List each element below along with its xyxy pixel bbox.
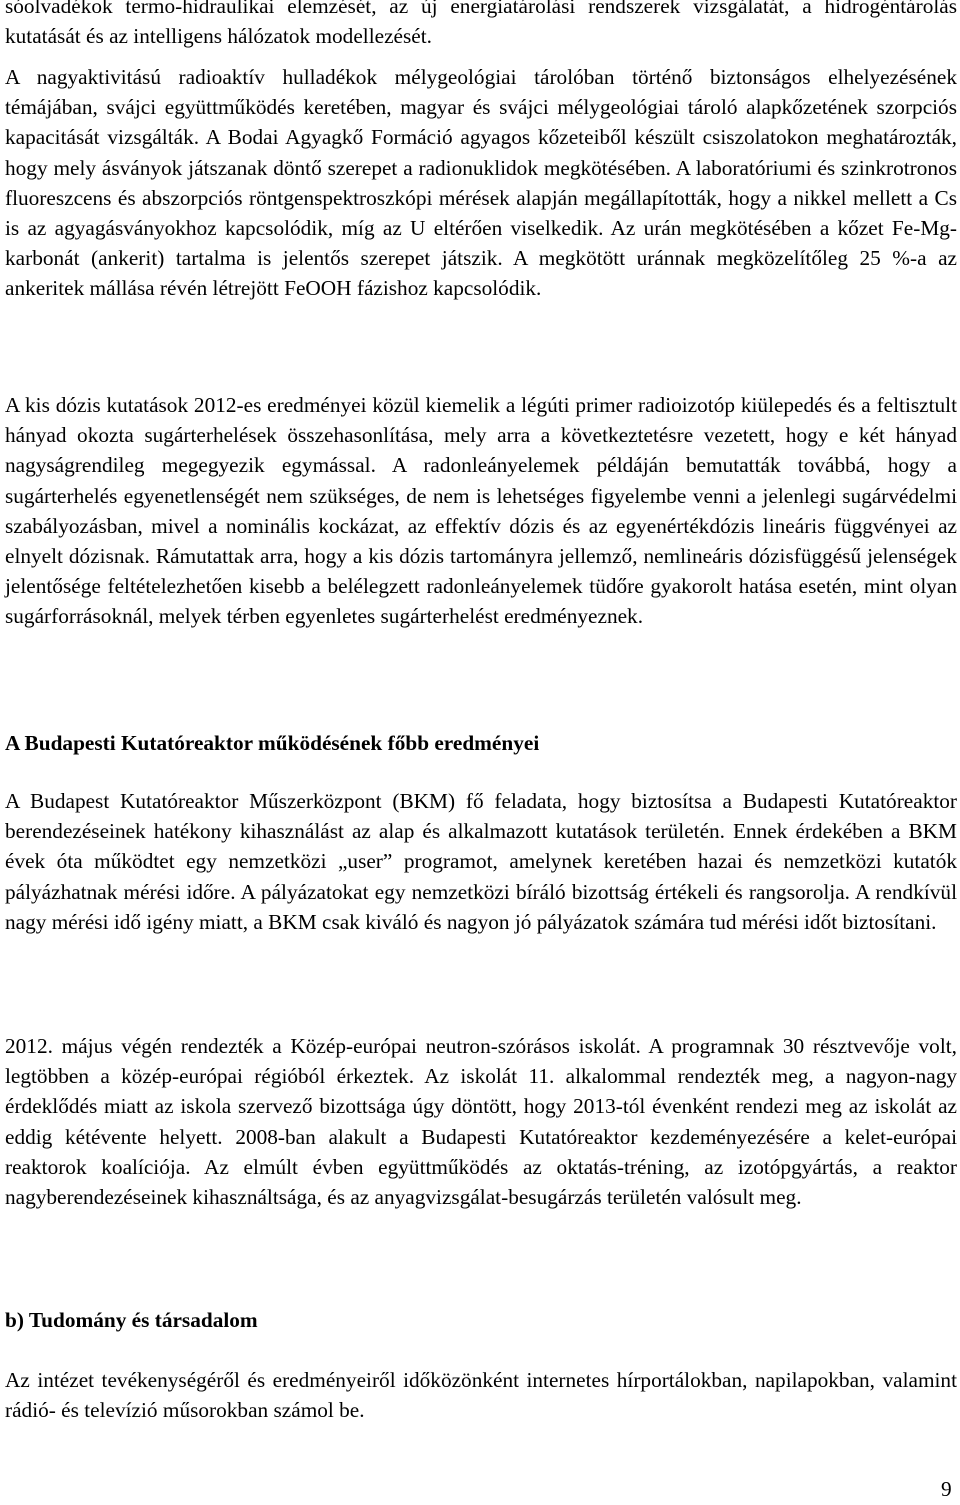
paragraph-low-dose-research: A kis dózis kutatások 2012-es eredményei közül kiemelik a légúti primer radioizotóp kiülepedés és a feltisztult hányad okozta sugárterhelések összehasonlítása, mely arra a következtetésre vezetett, hogy e két hányad nagyságrendileg megegyezik egymással. A radonleányelemek példáján bemutatták továbbá, hogy a sugárterhelés egyenetlenségét nem szükséges, de nem is lehetséges figyelembe venni a jelenlegi sugárvédelmi szabályozásban, mivel a nominális kockázat, az effektív dózis és az egyenértékdózis lineáris függvényei az elnyelt dózisnak. Rámutattak arra, hogy a kis dózis tartományra jellemző, nemlineáris dózisfüggésű jelenségek jelentősége feltételezhetően kisebb a belélegzett radonleányelemek tüdőre gyakorolt hatása esetén, mint olyan sugárforrásoknál, melyek térben egyenletes sugárterhelést eredményeznek. bbox=[5, 393, 957, 629]
paragraph-geological-repository: A nagyaktivitású radioaktív hulladékok mélygeológiai tárolóban történő biztonságos elhelyezésének témájában, svájci együttműködés keretében, magyar és svájci mélygeológiai tároló alapkőzetének szorpciós kapacitását vizsgálták. A Bodai Agyagkő Formáció agyagos kőzeteiből készült csiszolatokon meghatározták, hogy mely ásványok játszanak döntő szerepet a radionuklidok megkötésében. A laboratóriumi és szinkrotronos fluoreszcens és abszorpciós röntgenspektroszkópi mérések alapján megállapították, hogy a nikkel mellett a Cs is az agyagásványokhoz kapcsolódik, míg az U eltérően viselkedik. Az urán megkötésében a kőzet Fe-Mg-karbonát (ankerit) tartalma is jelentős szerepet játszik. A megkötött uránnak megközelítőleg 25 %-a az ankeritek mállása révén létrejött FeOOH fázishoz kapcsolódik. bbox=[5, 65, 957, 301]
paragraph-media-outreach: Az intézet tevékenységéről és eredményeiről időközönként internetes hírportálokban, napilapokban, valamint rádió- és televízió műsorokban számol be. bbox=[5, 1368, 957, 1423]
paragraph-bkm-user-program: A Budapest Kutatóreaktor Műszerközpont (BKM) fő feladata, hogy biztosítsa a Budapesti Kutatóreaktor berendezéseinek hatékony kihasználást az alap és alkalmazott kutatások területén. Ennek érdekében a BKM évek óta működtet egy nemzetközi „user” programot, amelynek keretében hazai és nemzetközi kutatók pályázhatnak mérési időre. A pályázatokat egy nemzetközi bíráló bizottság értékeli és rangsorolja. A rendkívül nagy mérési idő igény miatt, a BKM csak kiváló és nagyon jó pályázatok számára tud mérési időt biztosítani. bbox=[5, 789, 957, 934]
section-heading-reactor-results: A Budapesti Kutatóreaktor működésének főbb eredményei bbox=[5, 731, 540, 755]
paragraph-neutron-school: 2012. május végén rendezték a Közép-európai neutron-szórásos iskolát. A programnak 30 résztvevője volt, legtöbben a közép-európai régióból érkeztek. Az iskolát 11. alkalommal rendezték meg, a nagyon-nagy érdeklődés miatt az iskola szervező bizottsága úgy döntött, hogy 2013-tól évenként rendezi meg az iskolát az eddig kétévente helyett. 2008-ban alakult a Budapesti Kutatóreaktor kezdeményezésére a kelet-európai reaktorok koalíciója. Az elmúlt évben együttműködés az oktatás-tréning, az izotópgyártás, a reaktor nagyberendezéseinek kihasználtsága, és az anyagvizsgálat-besugárzás területén valósult meg. bbox=[5, 1034, 957, 1210]
section-heading-science-society: b) Tudomány és társadalom bbox=[5, 1308, 258, 1332]
paragraph-energy-research: sóolvadékok termo-hidraulikai elemzését, az új energiatárolási rendszerek vizsgálatát, a hidrogéntárolás kutatását és az intelligens hálózatok modellezését. bbox=[5, 0, 957, 49]
page-number: 9 bbox=[941, 1477, 952, 1501]
